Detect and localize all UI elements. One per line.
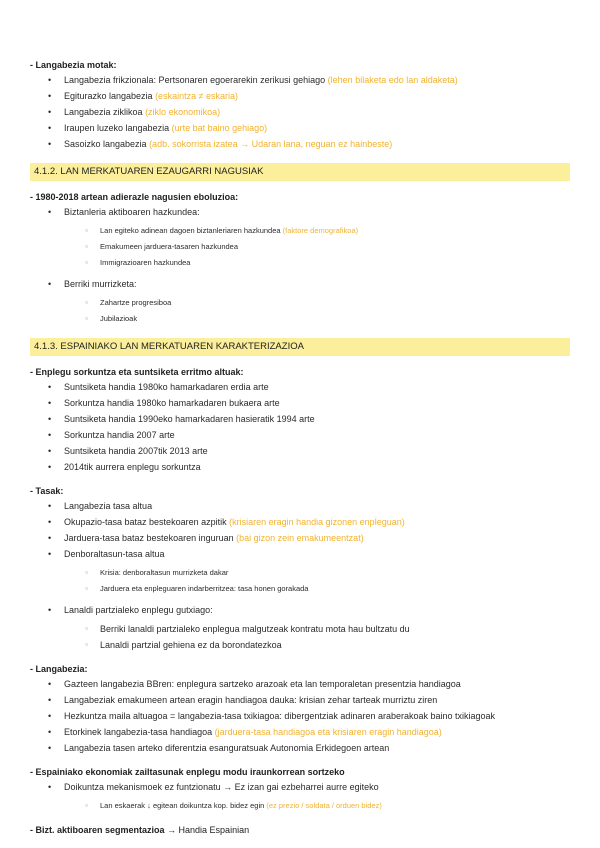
sub-list: [64, 295, 570, 327]
section-heading-rates: - Tasak:: [30, 486, 64, 496]
list-item: • Etorkinek langabezia-tasa handiagoa (jarduera-tasa handiagoa eta krisiaren eragin handiagoa): [30, 724, 570, 740]
list-item: • Egiturazko langabezia (eskaintza ≠ eskaria): [30, 88, 570, 104]
sub-list: [64, 565, 570, 597]
sub-list-item: ○ Zahartze progresiboa: [64, 295, 570, 311]
sub-list-item: ○ Krisia: denboraltasun murrizketa dakar: [64, 565, 570, 581]
list-item: • Okupazio-tasa bataz bestekoaren azpitik (krisiaren eragin handia gizonen enpleguan): [30, 514, 570, 530]
list-item: • 2014tik aurrera enplegu sorkuntza: [30, 459, 570, 475]
list-item: • Sorkuntza handia 1980ko hamarkadaren bukaera arte: [30, 395, 570, 411]
employment-rhythm-list: [30, 379, 570, 475]
section-heading-evolution: - 1980-2018 artean adierazle nagusien eboluzioa:: [30, 192, 239, 202]
rates-list: [30, 498, 570, 653]
highlighted-section-title-412: 4.1.2. LAN MERKATUAREN EZAUGARRI NAGUSIAK: [30, 163, 570, 181]
sub-list: [64, 621, 570, 653]
sub-list-item: ○ Lanaldi partzial gehiena ez da borondatezkoa: [64, 637, 570, 653]
list-item: • Iraupen luzeko langabezia (urte bat baino gehiago): [30, 120, 570, 136]
highlighted-section-title-413: 4.1.3. ESPAINIAKO LAN MERKATUAREN KARAKTERIZAZIOA: [30, 338, 570, 356]
list-item: • Langabeziak emakumeen artean eragin handiagoa dauka: krisian zehar tarteak murriztu ziren: [30, 692, 570, 708]
list-item: • Sorkuntza handia 2007 arte: [30, 427, 570, 443]
section-heading-unemployment-types: - Langabezia motak:: [30, 60, 117, 70]
sub-list-item: ○ Emakumeen jarduera-tasaren hazkundea: [64, 239, 570, 255]
list-item: • Lanaldi partzialeko enplegu gutxiago: ○ Berriki lanaldi partzialeko enplegua malgutzeak kontratu mota hau bultzatu du ○ Lanaldi partzial gehiena ez da borondatezkoa: [30, 602, 570, 653]
sub-list: [64, 223, 570, 271]
economy-difficulties-list: [30, 779, 570, 814]
section-heading-unemployment: - Langabezia:: [30, 664, 88, 674]
evolution-list: [30, 204, 570, 327]
list-item: • Suntsiketa handia 2007tik 2013 arte: [30, 443, 570, 459]
list-item: • Sasoizko langabezia (adb. sokorrista izatea → Udaran lana, neguan ez hainbeste): [30, 136, 570, 152]
sub-list-item: ○ Berriki lanaldi partzialeko enplegua malgutzeak kontratu mota hau bultzatu du: [64, 621, 570, 637]
unemployment-list: [30, 676, 570, 756]
list-item: • Doikuntza mekanismoek ez funtzionatu → Ez izan gai ezbeharrei aurre egiteko ○ Lan eskaerak ↓ egitean doikuntza kop. bidez egin (ez prezio / soldata / orduen bidez): [30, 779, 570, 814]
list-item: • Langabezia tasen arteko diferentzia esanguratsuak Autonomia Erkidegoen artean: [30, 740, 570, 756]
list-item: • Suntsiketa handia 1990eko hamarkadaren hasieratik 1994 arte: [30, 411, 570, 427]
sub-list: [64, 798, 570, 814]
list-item: • Langabezia ziklikoa (ziklo ekonomikoa): [30, 104, 570, 120]
sub-list-item: ○ Lan eskaerak ↓ egitean doikuntza kop. bidez egin (ez prezio / soldata / orduen bidez): [64, 798, 570, 814]
list-item: • Hezkuntza maila altuagoa = langabezia-tasa txikiagoa: dibergentziak adinaren araberakoak baino txikiagoak: [30, 708, 570, 724]
sub-list-item: ○ Jubilazioak: [64, 311, 570, 327]
list-item: • Denboraltasun-tasa altua ○ Krisia: denboraltasun murrizketa dakar ○ Jarduera eta enpleguaren indarberritzea: tasa honen gorakada: [30, 546, 570, 597]
list-item: • Jarduera-tasa bataz bestekoaren inguruan (bai gizon zein emakumeentzat): [30, 530, 570, 546]
section-heading-segmentation: - Bizt. aktiboaren segmentazioa → Handia Espainian: [30, 825, 250, 835]
list-item: • Gazteen langabezia BBren: enplegura sartzeko arazoak eta lan temporaletan presentzia handiagoa: [30, 676, 570, 692]
list-item: • Langabezia tasa altua: [30, 498, 570, 514]
section-heading-employment-rhythm: - Enplegu sorkuntza eta suntsiketa erritmo altuak:: [30, 367, 244, 377]
list-item: • Biztanleria aktiboaren hazkundea: ○ Lan egiteko adinean dagoen biztanleriaren hazkundea (faktore demografikoa) ○ Emakumeen jarduera-tasaren hazkundea ○ Immigrazioaren hazkundea: [30, 204, 570, 271]
unemployment-types-list: [30, 72, 570, 152]
list-item: • Langabezia frikzionala: Pertsonaren egoerarekin zerikusi gehiago (lehen bilaketa edo lan aldaketa): [30, 72, 570, 88]
sub-list-item: ○ Jarduera eta enpleguaren indarberritzea: tasa honen gorakada: [64, 581, 570, 597]
list-item: • Suntsiketa handia 1980ko hamarkadaren erdia arte: [30, 379, 570, 395]
section-heading-economy-difficulties: - Espainiako ekonomiak zailtasunak enplegu modu iraunkorrean sortzeko: [30, 767, 345, 777]
sub-list-item: ○ Lan egiteko adinean dagoen biztanleriaren hazkundea (faktore demografikoa): [64, 223, 570, 239]
list-item: • Berriki murrizketa: ○ Zahartze progresiboa ○ Jubilazioak: [30, 276, 570, 327]
sub-list-item: ○ Immigrazioaren hazkundea: [64, 255, 570, 271]
